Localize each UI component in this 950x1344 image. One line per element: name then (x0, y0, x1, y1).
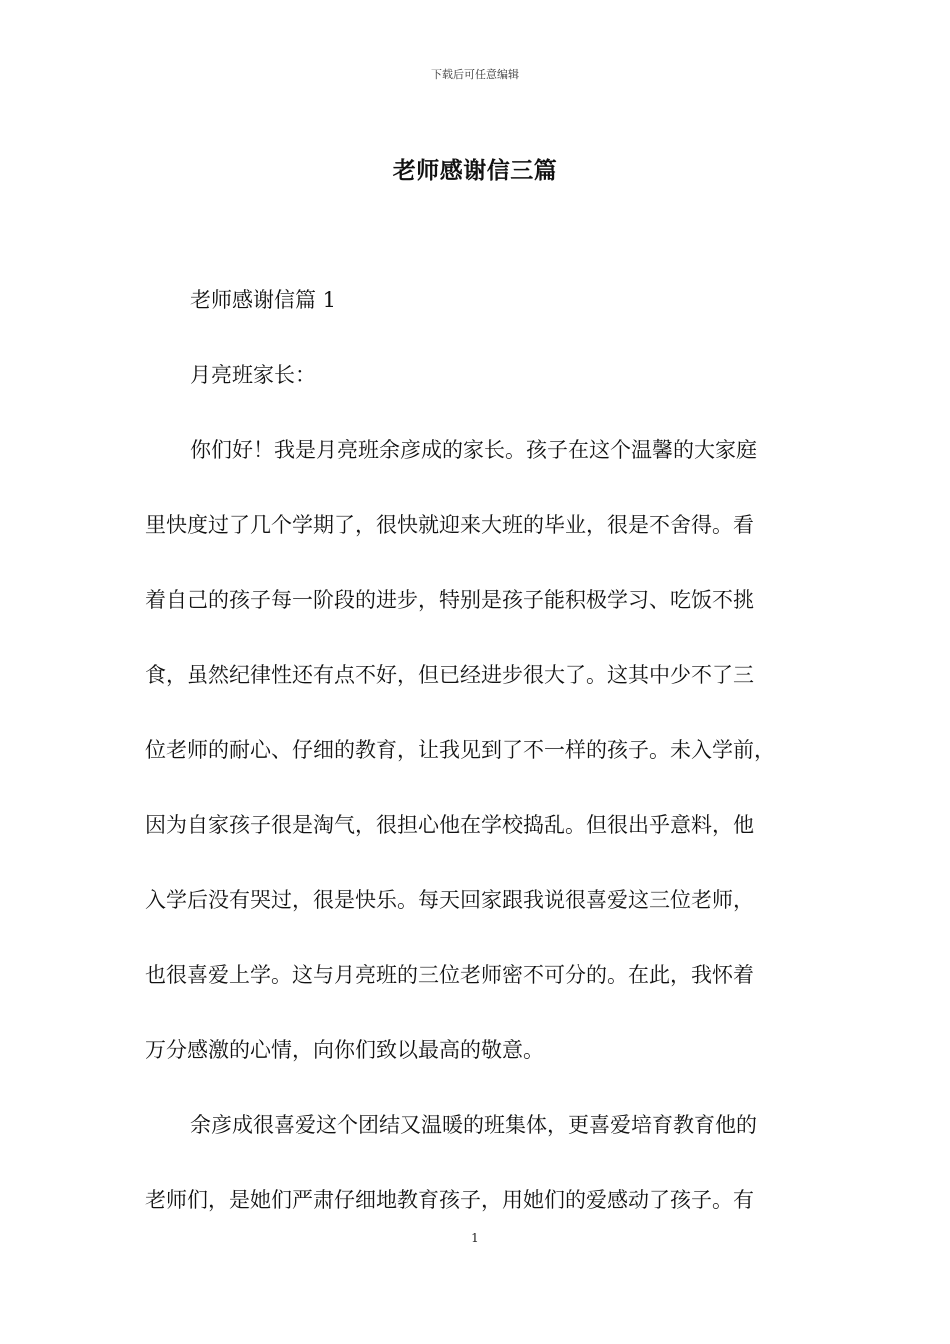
paragraph-line: 你们好！我是月亮班余彦成的家长。孩子在这个温馨的大家庭 (190, 438, 757, 462)
paragraph-line: 里快度过了几个学期了，很快就迎来大班的毕业，很是不舍得。看 (145, 513, 754, 537)
paragraph-line: 位老师的耐心、仔细的教育，让我见到了不一样的孩子。未入学前， (145, 738, 775, 762)
section-heading: 老师感谢信篇 1 (190, 288, 337, 312)
paragraph-line: 老师们，是她们严肃仔细地教育孩子，用她们的爱感动了孩子。有 (145, 1188, 754, 1212)
paragraph-line: 余彦成很喜爱这个团结又温暖的班集体，更喜爱培育教育他的 (190, 1113, 757, 1137)
paragraph-line: 食，虽然纪律性还有点不好，但已经进步很大了。这其中少不了三 (145, 663, 754, 687)
paragraph-line: 入学后没有哭过，很是快乐。每天回家跟我说很喜爱这三位老师， (145, 888, 754, 912)
paragraph-line: 也很喜爱上学。这与月亮班的三位老师密不可分的。在此，我怀着 (145, 963, 754, 987)
header-note: 下载后可任意编辑 (431, 68, 519, 81)
paragraph-line: 着自己的孩子每一阶段的进步，特别是孩子能积极学习、吃饭不挑 (145, 588, 754, 612)
document-title: 老师感谢信三篇 (392, 158, 558, 184)
salutation: 月亮班家长： (190, 363, 316, 387)
page-number: 1 (471, 1231, 479, 1245)
document-body (145, 263, 845, 1238)
paragraph-line: 万分感激的心情，向你们致以最高的敬意。 (145, 1038, 544, 1062)
paragraph-line: 因为自家孩子很是淘气，很担心他在学校捣乱。但很出乎意料，他 (145, 813, 754, 837)
